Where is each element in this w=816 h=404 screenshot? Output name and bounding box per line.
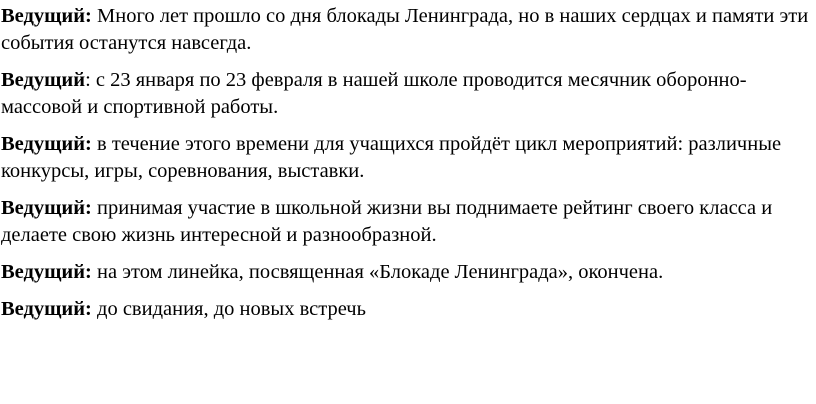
paragraph-text: Много лет прошло со дня блокады Ленинграда, но в наших сердцах и памяти эти события останутся навсегда. [1, 5, 809, 54]
paragraph-1 [0, 3, 816, 57]
speaker-label: Ведущий: [1, 5, 92, 27]
speaker-label: Ведущий [1, 69, 86, 91]
speaker-label: Ведущий: [1, 197, 92, 219]
paragraph-text: на этом линейка, посвященная «Блокаде Ленинграда», окончена. [91, 261, 664, 283]
speaker-label: Ведущий: [1, 298, 92, 320]
paragraph-2 [0, 67, 816, 121]
speaker-label: Ведущий: [1, 133, 92, 155]
paragraph-3 [0, 131, 816, 185]
paragraph-text: в течение этого времени для учащихся пройдёт цикл мероприятий: различные конкурсы, игры, соревнования, выставки. [1, 133, 782, 182]
paragraph-text: до свидания, до новых встречь [91, 298, 366, 320]
paragraph-5 [0, 259, 816, 286]
paragraph-4 [0, 195, 816, 249]
paragraph-6 [0, 296, 816, 323]
speaker-label: Ведущий: [1, 261, 92, 283]
paragraph-text: принимая участие в школьной жизни вы поднимаете рейтинг своего класса и делаете свою жизнь интересной и разнообразной. [1, 197, 773, 246]
paragraph-text: : с 23 января по 23 февраля в нашей школе проводится месячник оборонно-массовой и спортивной работы. [1, 69, 747, 118]
document-body [0, 3, 816, 333]
